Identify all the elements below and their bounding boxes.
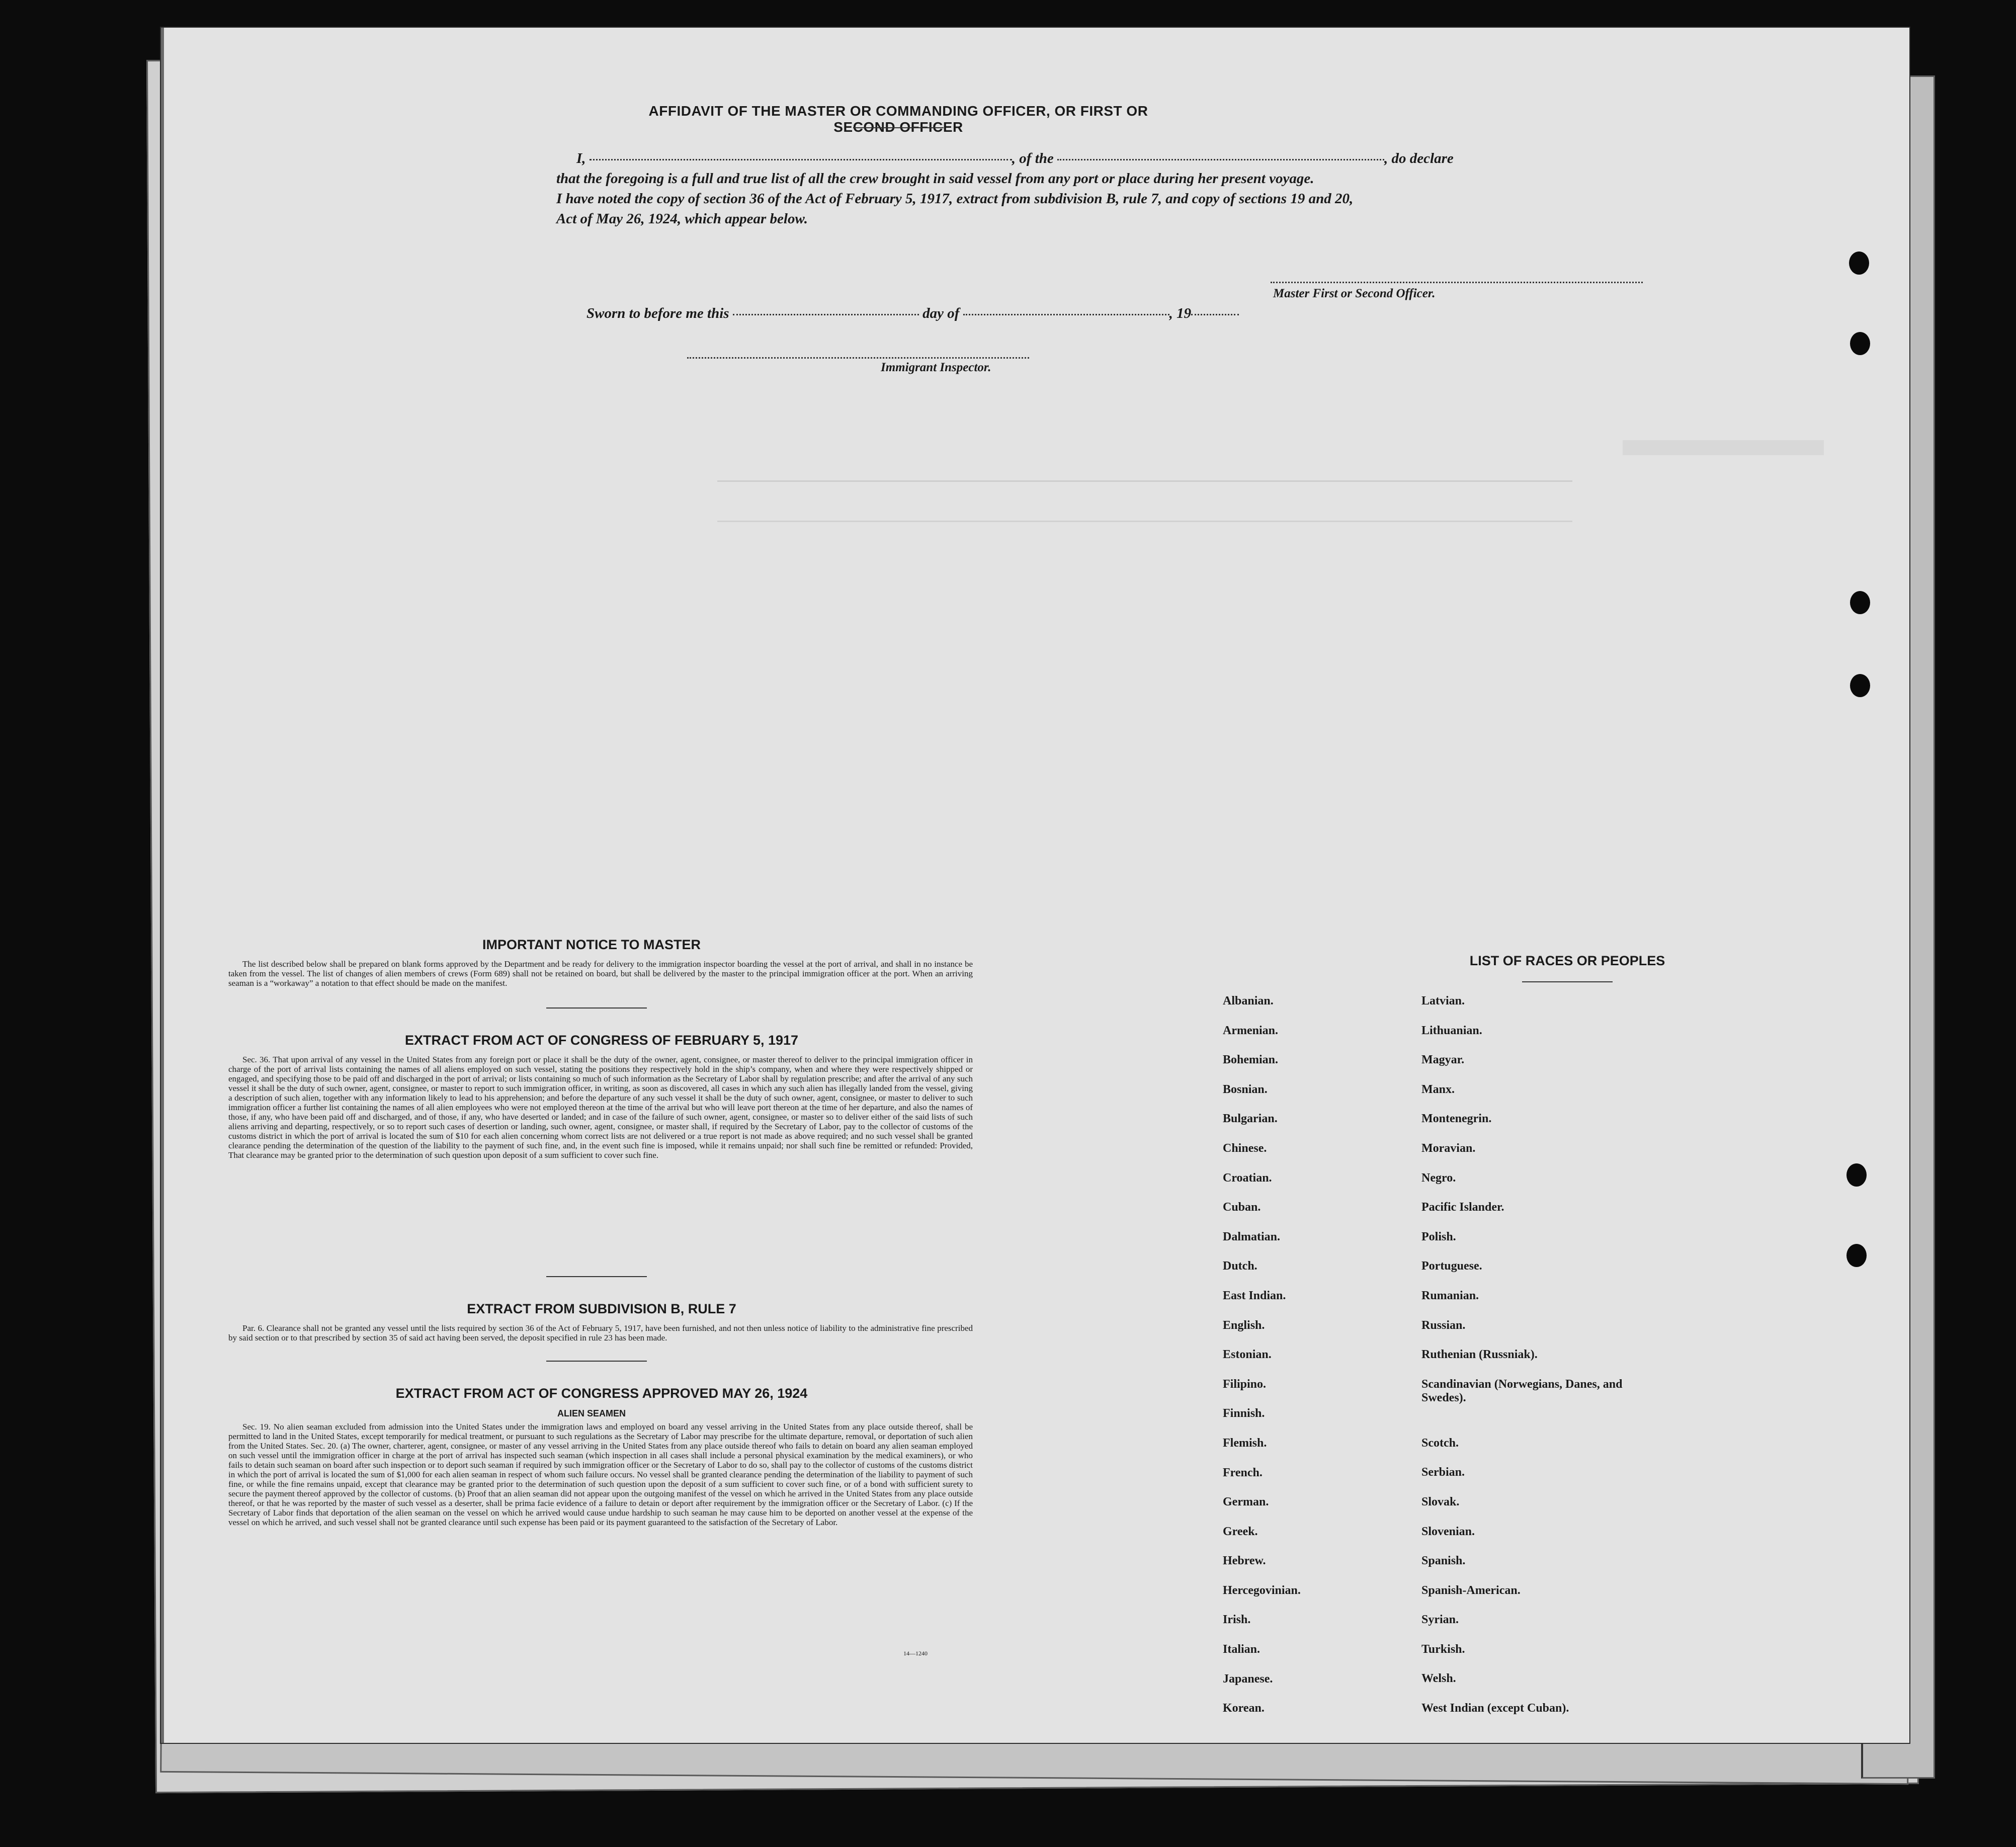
race-item: Magyar. <box>1421 1053 1465 1067</box>
race-item: Turkish. <box>1421 1642 1465 1656</box>
race-item: Greek. <box>1223 1525 1258 1538</box>
race-item: East Indian. <box>1223 1289 1286 1302</box>
race-item: Flemish. <box>1223 1436 1267 1450</box>
race-item: German. <box>1223 1495 1269 1509</box>
extract-1917-title: EXTRACT FROM ACT OF CONGRESS OF FEBRUARY 5, 1917 <box>404 1033 799 1048</box>
race-item: Croatian. <box>1223 1171 1272 1185</box>
race-item: Bulgarian. <box>1223 1112 1278 1126</box>
races-right-column <box>1421 994 1633 1731</box>
form-number: 14—1240 <box>903 1650 928 1657</box>
declarant-prefix: I, <box>576 150 586 166</box>
inspector-signature-label: Immigrant Inspector. <box>881 361 991 374</box>
race-item: Irish. <box>1223 1613 1251 1627</box>
vessel-prefix: , of the <box>1012 150 1054 166</box>
affidavit-line-2: that the foregoing is a full and true list of all the crew brought in said vessel from any port or place during her present voyage. <box>556 171 1314 187</box>
race-item: Estonian. <box>1223 1348 1272 1362</box>
sworn-month-field[interactable] <box>963 313 1169 315</box>
race-item: Dutch. <box>1223 1260 1257 1273</box>
divider <box>853 127 944 128</box>
affidavit-title: AFFIDAVIT OF THE MASTER OR COMMANDING OFFICER, OR FIRST OR SECOND OFFICER <box>648 103 1148 135</box>
race-item: Hebrew. <box>1223 1554 1266 1568</box>
extract-rule7-title: EXTRACT FROM SUBDIVISION B, RULE 7 <box>467 1301 736 1316</box>
divider <box>1522 981 1613 982</box>
race-item: Chinese. <box>1223 1141 1267 1155</box>
race-item: Bohemian. <box>1223 1053 1279 1067</box>
race-item: Welsh. <box>1421 1672 1456 1686</box>
race-item: Cuban. <box>1223 1201 1261 1214</box>
extract-rule7-text: Par. 6. Clearance shall not be granted any vessel until the lists required by section 36 of the Act of February 5, 1917, have been furnished, and not then unless notice of liability to the administrative fine prescribed by said section or to that prescribed by section 35 of said act having been served, the deposit specified in rule 23 has been made. <box>228 1323 973 1342</box>
race-item: Finnish. <box>1223 1407 1265 1420</box>
sworn-line <box>586 303 1492 323</box>
affidavit-line-1 <box>556 148 1512 169</box>
sworn-year-field[interactable] <box>1191 313 1239 315</box>
vessel-name-field[interactable] <box>1057 158 1384 160</box>
punch-hole <box>1849 251 1869 275</box>
affidavit-text <box>556 148 1512 229</box>
race-item: Slovenian. <box>1421 1525 1475 1538</box>
race-item: Spanish. <box>1421 1554 1466 1568</box>
race-item: Polish. <box>1421 1230 1456 1243</box>
master-signature-label: Master First or Second Officer. <box>1273 287 1436 300</box>
declare-suffix: , do declare <box>1384 150 1454 166</box>
extract-1924-text: Sec. 19. No alien seaman excluded from admission into the United States under the immigration laws and employed on board any vessel arriving in the United States from any place outside thereof, shall be permitted to land in the United States, except temporarily for medical treatment, or pursuant to such regulations as the Secretary of Labor may prescribe for the ultimate departure, removal, or deportation of such alien from the United States. Sec. 20. (a) The owner, charterer, agent, consignee, or master of any vessel arriving in the United States from any place outside thereof who fails to detain on board any alien seaman employed on such vessel until the immigration officer in charge at the port of arrival has inspected such seaman (which inspection in all cases shall include a personal physical examination by the medical examiners), or who fails to detain such seaman on board after such inspection or to deport such seaman if required by such immigration officer or the Secretary of Labor to do so, shall pay to the collector of customs of the customs district in which the port of arrival is located the sum of $1,000 for each alien seaman in respect of whom such failure occurs. No vessel shall be granted clearance pending the determination of the liability to payment of such fine, or while the fine remains unpaid, except that clearance may be granted prior to the determination of such question upon the deposit of a sum sufficient to cover such fine, or of a bond with sufficient surety to secure the payment thereof approved by the collector of customs. (b) Proof that an alien seaman did not appear upon the outgoing manifest of the vessel on which he arrived in the United States from any place outside thereof, or that he was reported by the master of such vessel as a deserter, shall be prima facie evidence of a failure to detain or deport after requirement by the immigration officer or the Secretary of Labor. (c) If the Secretary of Labor finds that deportation of the alien seaman on the vessel on which he arrived would cause undue hardship to such seaman he may cause him to be deported on another vessel at the expense of the vessel on which he arrived, and such vessel shall not be granted clearance until such expense has been paid or its payment guaranteed to the satisfaction of the Secretary of Labor. <box>228 1422 973 1527</box>
race-item: Montenegrin. <box>1421 1112 1492 1126</box>
year-prefix: , 19 <box>1169 305 1192 321</box>
race-item: Manx. <box>1421 1082 1455 1096</box>
race-item: Hercegovinian. <box>1223 1583 1301 1597</box>
races-left-column <box>1223 994 1301 1731</box>
race-item: Scotch. <box>1421 1436 1459 1450</box>
race-item: Dalmatian. <box>1223 1230 1280 1243</box>
race-item: Scandinavian (Norwegians, Danes, and Swedes). <box>1421 1377 1623 1404</box>
race-item: Filipino. <box>1223 1377 1267 1391</box>
race-item: Korean. <box>1223 1702 1265 1715</box>
master-signature-field[interactable] <box>1271 282 1643 283</box>
notice-title: IMPORTANT NOTICE TO MASTER <box>482 937 701 952</box>
race-item: Ruthenian (Russniak). <box>1421 1348 1538 1362</box>
race-item: French. <box>1223 1466 1263 1479</box>
race-item: Moravian. <box>1421 1141 1476 1155</box>
punch-hole <box>1846 1163 1867 1187</box>
inspector-signature-field[interactable] <box>687 357 1029 359</box>
sworn-label: Sworn to before me this <box>586 305 729 321</box>
race-item: Negro. <box>1421 1171 1456 1185</box>
extract-1924-title: EXTRACT FROM ACT OF CONGRESS APPROVED MAY 26, 1924 <box>395 1386 808 1401</box>
punch-hole <box>1850 332 1870 355</box>
race-item: Portuguese. <box>1421 1260 1482 1273</box>
race-item: Japanese. <box>1223 1672 1273 1686</box>
manifest-page <box>161 28 1909 1743</box>
affidavit-line-4: Act of May 26, 1924, which appear below. <box>556 211 808 227</box>
punch-hole <box>1850 674 1870 697</box>
race-item: Latvian. <box>1421 994 1465 1008</box>
sworn-day-field[interactable] <box>733 313 919 315</box>
race-item: Serbian. <box>1421 1466 1465 1479</box>
race-item: Rumanian. <box>1421 1289 1479 1302</box>
punch-hole <box>1850 591 1870 614</box>
notice-text: The list described below shall be prepared on blank forms approved by the Department and be ready for delivery to the immigration inspector boarding the vessel at the port of arrival, and shall in no instance be taken from the vessel. The list of changes of alien members of crews (Form 689) shall not be retained on board, but shall be delivered by the master to the principal immigration officer at the port. When an arriving seaman is a “workaway” a notation to that effect should be made on the manifest. <box>228 959 973 988</box>
day-of-label: day of <box>922 305 960 321</box>
divider <box>546 1008 647 1009</box>
divider <box>546 1361 647 1362</box>
race-item: Syrian. <box>1421 1613 1459 1627</box>
race-item: English. <box>1223 1318 1265 1332</box>
divider <box>546 1276 647 1277</box>
declarant-name-field[interactable] <box>590 158 1012 160</box>
race-item: Lithuanian. <box>1421 1024 1482 1037</box>
race-item: Pacific Islander. <box>1421 1201 1504 1214</box>
alien-seamen-subtitle: ALIEN SEAMEN <box>557 1408 626 1418</box>
race-item: Albanian. <box>1223 994 1274 1008</box>
races-title: LIST OF RACES OR PEOPLES <box>1469 953 1665 968</box>
race-item: Russian. <box>1421 1318 1466 1332</box>
affidavit-line-3: I have noted the copy of section 36 of the Act of February 5, 1917, extract from subdivision B, rule 7, and copy of sections 19 and 20, <box>556 191 1354 207</box>
race-item: Spanish-American. <box>1421 1583 1521 1597</box>
race-item: West Indian (except Cuban). <box>1421 1702 1569 1715</box>
race-item: Armenian. <box>1223 1024 1278 1037</box>
extract-1917-text: Sec. 36. That upon arrival of any vessel in the United States from any foreign port or place it shall be the duty of the owner, agent, consignee, or master thereof to deliver to the principal immigration officer in charge of the port of arrival lists containing the names of all aliens employed on such vessel, stating the positions they respectively hold in the ship’s company, when and where they were respectively shipped or engaged, and specifying those to be paid off and discharged in the port of arrival; or lists containing so much of such information as the Secretary of Labor shall by regulation prescribe; and after the arrival of any such vessel it shall be the duty of such owner, agent, consignee, or master to report to such immigration officer, in writing, as soon as discovered, all cases in which any such alien has illegally landed from the vessel, giving a description of such alien, together with any information likely to lead to his apprehension; and before the departure of any such vessel it shall be the duty of such owner, agent, consignee, or master to deliver to such immigration officer a further list containing the names of all alien employees who were not employed thereon at the time of the arrival but who will leave port thereon at the time of her departure, and also the names of those, if any, who have been paid off and discharged, and of those, if any, who have deserted or landed; and in case of the failure of such owner, agent, consignee, or master so to deliver either of the said lists of such aliens arriving and departing, respectively, or so to report such cases of desertion or landing, such owner, agent, consignee, or master shall, if required by the Secretary of Labor, pay to the collector of customs of the customs district in which the port of arrival is located the sum of $10 for each alien concerning whom correct lists are not delivered or a true report is not made as above required; and no such vessel shall be granted clearance pending the determination of the question of the liability to the payment of such fine, and, in the event such fine is imposed, while it remains unpaid; nor shall such fine be remitted or refunded: Provided, That clearance may be granted prior to the determination of such question upon deposit of a sum sufficient to cover such fine. <box>228 1055 973 1160</box>
race-item: Slovak. <box>1421 1495 1460 1508</box>
punch-hole <box>1846 1244 1867 1267</box>
race-item: Bosnian. <box>1223 1082 1268 1096</box>
race-item: Italian. <box>1223 1643 1261 1656</box>
